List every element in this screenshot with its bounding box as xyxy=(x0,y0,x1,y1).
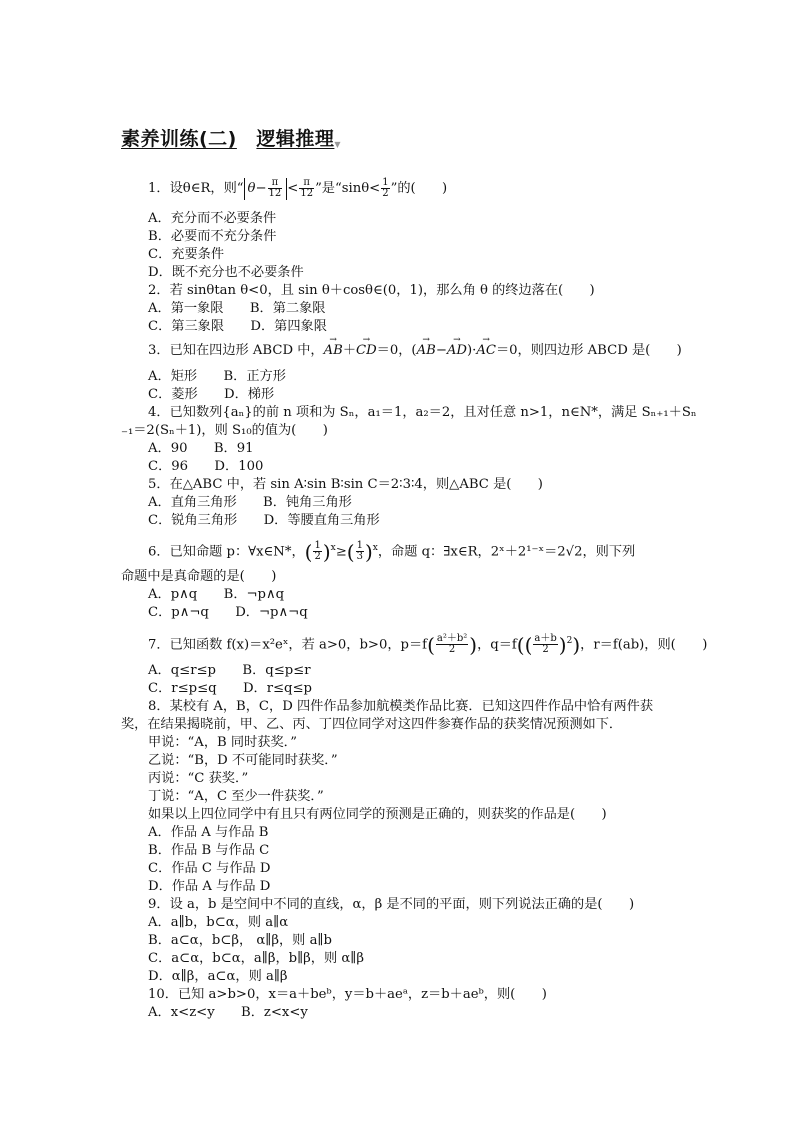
question-8-option: D．作品 A 与作品 D xyxy=(148,879,271,894)
question-1-option: D．既不充分也不必要条件 xyxy=(148,265,304,280)
question-7-options: C．r≤p≤q D．r≤q≤p xyxy=(148,681,312,696)
question-1-option: A．充分而不必要条件 xyxy=(148,211,277,226)
question-4-line-1: 4．已知数列{aₙ}的前 n 项和为 Sₙ，a₁＝1，a₂＝2，且对任意 n>1，n∈N*，满足 Sₙ₊₁＋Sₙ xyxy=(148,405,697,420)
question-7-stem: 7．已知函数 f(x)＝x²eˣ，若 a>0，b>0，p＝f( $\frac{\text{a²＋b²}}{2}$ )，q＝f(( $\frac{a+b}{2}$ )$^2$)，r＝f(ab)，则( ) xyxy=(148,632,708,657)
question-6-options: A．p∧q B．¬p∧q xyxy=(148,587,285,602)
question-4-options: A．90 B．91 xyxy=(148,441,254,456)
question-4-line-2: ₋₁＝2(Sₙ＋1)，则 S₁₀的值为( ) xyxy=(121,423,328,438)
title-main: 素养训练(二) xyxy=(121,128,237,150)
question-6-line-2: 命题中是真命题的是( ) xyxy=(121,569,277,584)
question-8-option: C．作品 C 与作品 D xyxy=(148,861,271,876)
question-4-options: C．96 D．100 xyxy=(148,459,264,474)
page-title xyxy=(121,124,341,151)
question-10-options: A．x<z<y B．z<x<y xyxy=(148,1005,308,1020)
question-7-options: A．q≤r≤p B．q≤p≤r xyxy=(148,663,311,678)
question-3-stem: 3．已知在四边形 ABCD 中，→ AB＋→ CD＝0，(→ AB−→ AD)·→ AC＝0，则四边形 ABCD 是( ) xyxy=(148,342,682,360)
question-5-options: C．锐角三角形 D．等腰直角三角形 xyxy=(148,513,380,528)
question-8-option: A．作品 A 与作品 B xyxy=(148,825,269,840)
question-1-stem: 1．设θ∈R，则“ θ− $\frac{\pi}{12}$ < $\frac{\pi}{12}$ ”是“sinθ< $\frac{1}{2}$ ”的( ) xyxy=(148,177,448,199)
question-8-statement: 乙说：“B，D 不可能同时获奖．” xyxy=(148,753,338,768)
question-8-statement: 甲说：“A，B 同时获奖．” xyxy=(148,735,297,750)
question-9-option: C．a⊂α，b⊂α，a∥β，b∥β，则 α∥β xyxy=(148,951,364,966)
question-8-line-2: 奖，在结果揭晓前，甲、乙、丙、丁四位同学对这四件参赛作品的获奖情况预测如下． xyxy=(121,717,623,732)
question-6-stem: 6．已知命题 p：∀x∈N*，( $\frac{1}{2}$ )$^x$≥( $\frac{1}{3}$ )$^x$，命题 q：∃x∈R，2ˣ＋2¹⁻ˣ＝2√2，则下列 xyxy=(148,539,636,564)
question-5-stem: 5．在△ABC 中，若 sin A∶sin B∶sin C＝2∶3∶4，则△ABC 是( ) xyxy=(148,477,543,492)
question-9-stem: 9．设 a，b 是空间中不同的直线，α，β 是不同的平面，则下列说法正确的是( ) xyxy=(148,897,635,912)
question-9-option: A．a∥b，b⊂α，则 a∥α xyxy=(148,915,289,930)
question-5-options: A．直角三角形 B．钝角三角形 xyxy=(148,495,352,510)
question-1-option: B．必要而不充分条件 xyxy=(148,229,277,244)
question-10-stem: 10．已知 a>b>0，x＝a＋beᵇ，y＝b＋aeᵃ，z＝b＋aeᵇ，则( ) xyxy=(148,987,547,1002)
question-8-line-1: 8．某校有 A，B，C，D 四件作品参加航模类作品比赛．已知这四件作品中恰有两件获 xyxy=(148,699,654,714)
question-8-option: B．作品 B 与作品 C xyxy=(148,843,270,858)
triangle-marker-icon: ▼ xyxy=(334,140,342,149)
question-3-options: A．矩形 B．正方形 xyxy=(148,369,286,384)
title-sub: 逻辑推理 xyxy=(256,128,335,150)
question-2-options: A．第一象限 B．第二象限 xyxy=(148,301,326,316)
question-1-option: C．充要条件 xyxy=(148,247,225,262)
question-9-option: B．a⊂α，b⊂β， α∥β，则 a∥b xyxy=(148,933,332,948)
question-2-stem: 2．若 sinθtan θ<0，且 sin θ＋cosθ∈(0，1)，那么角 θ 的终边落在( ) xyxy=(148,283,595,298)
question-8-line-3: 如果以上四位同学中有且只有两位同学的预测是正确的，则获奖的作品是( ) xyxy=(148,807,607,822)
question-9-option: D．α∥β，a⊂α，则 a∥β xyxy=(148,969,288,984)
question-2-options: C．第三象限 D．第四象限 xyxy=(148,319,327,334)
question-8-statement: 丙说：“C 获奖．” xyxy=(148,771,249,786)
question-3-options: C．菱形 D．梯形 xyxy=(148,387,275,402)
question-6-options: C．p∧¬q D．¬p∧¬q xyxy=(148,605,308,620)
question-8-statement: 丁说：“A，C 至少一件获奖．” xyxy=(148,789,324,804)
